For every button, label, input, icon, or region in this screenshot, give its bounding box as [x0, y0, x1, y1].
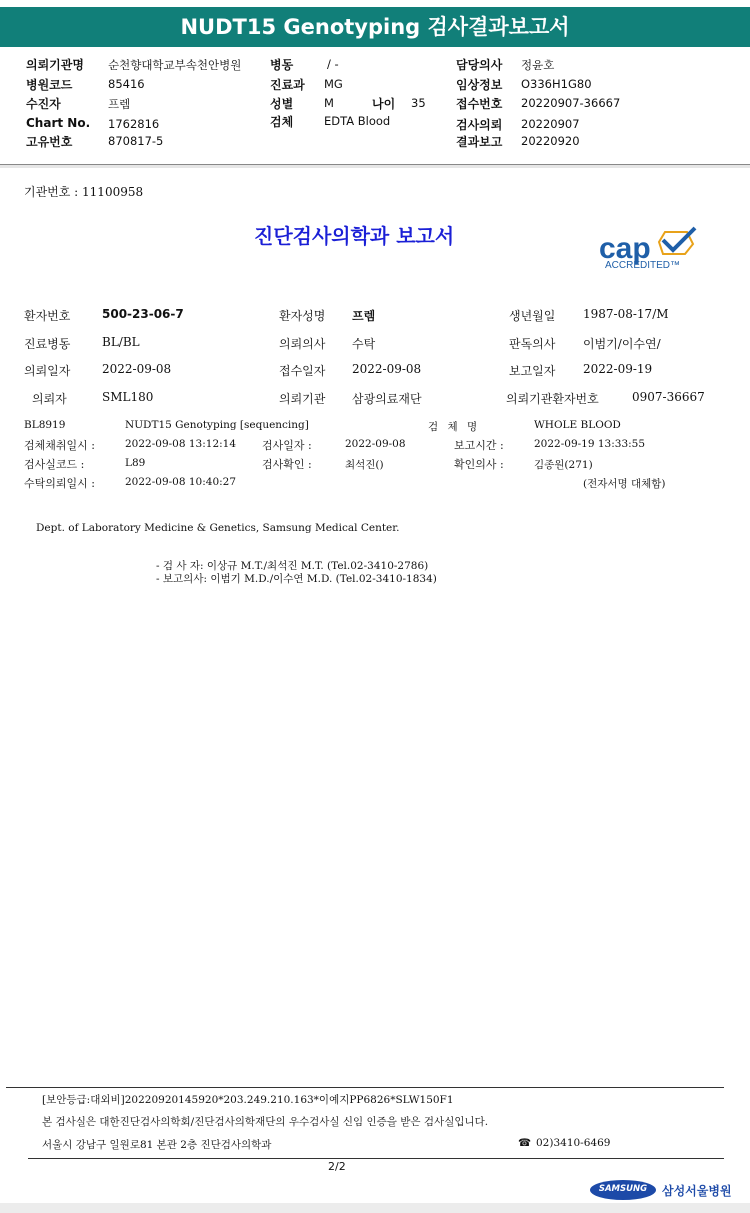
header-value: M [324, 96, 334, 110]
patient-name: 프렘 [352, 309, 376, 323]
header-divider-shadow [0, 165, 750, 168]
patient-value: 2022-09-08 [352, 362, 422, 376]
confirm-value: 최석진() [345, 459, 384, 471]
lab-label: 검사실코드 : [24, 458, 85, 471]
report-header-title: NUDT15 Genotyping 검사결과보고서 [0, 7, 750, 47]
patient-value: 삼광의료재단 [352, 392, 422, 406]
staff-tester: - 검 사 자: 이상규 M.T./최석진 M.T. (Tel.02-3410-2786) [156, 560, 429, 572]
samsung-logo-text: SAMSUNG [598, 1184, 648, 1194]
patient-label: 의뢰일자 [24, 364, 71, 378]
age-label: 나이 [372, 97, 396, 111]
testdate-value: 2022-09-08 [345, 438, 406, 450]
consign-label: 수탁의뢰일시 : [24, 477, 95, 490]
patient-number: 500-23-06-7 [102, 307, 184, 321]
staff-reporter: - 보고의사: 이범기 M.D./이수연 M.D. (Tel.02-3410-1834) [156, 573, 437, 585]
patient-label: 의뢰기관 [279, 392, 326, 406]
esign-note: (전자서명 대체함) [583, 478, 666, 490]
certification-line: 본 검사실은 대한진단검사의학회/진단검사의학재단의 우수검사실 신임 인증을 받은 검사실입니다. [42, 1116, 489, 1128]
patient-label: 진료병동 [24, 337, 71, 351]
patient-value: 2022-09-19 [583, 362, 653, 376]
page-number: 2/2 [328, 1160, 346, 1173]
doctor-label: 확인의사 : [454, 458, 504, 471]
header-label: 검체 [270, 115, 294, 129]
header-label: 접수번호 [456, 97, 503, 111]
header-label: 담당의사 [456, 58, 503, 72]
doctor-value: 김종원(271) [534, 459, 593, 471]
header-value: 1762816 [108, 117, 160, 131]
testdate-label: 검사일자 : [262, 439, 312, 452]
header-value: 870817-5 [108, 134, 164, 148]
header-value: 프렘 [108, 97, 131, 111]
lab-value: L89 [125, 457, 146, 469]
test-code: BL8919 [24, 419, 66, 431]
cap-logo-text: cap [599, 232, 651, 265]
header-label: 의뢰기관명 [26, 58, 84, 72]
header-label: 진료과 [270, 78, 305, 92]
specimen-label: 검 체 명 [428, 421, 481, 433]
header-label: 병동 [270, 58, 294, 72]
patient-value: 이범기/이수연/ [583, 337, 661, 351]
hospital-name: 삼성서울병원 [662, 1184, 732, 1198]
test-name: NUDT15 Genotyping [sequencing] [125, 419, 309, 431]
collect-value: 2022-09-08 13:12:14 [125, 438, 237, 450]
institution-number: 기관번호 : 11100958 [24, 185, 144, 199]
phone-number: 02)3410-6469 [536, 1137, 611, 1149]
header-value: 20220920 [521, 134, 580, 148]
patient-value: 1987-08-17/M [583, 307, 669, 321]
header-label: 고유번호 [26, 135, 73, 149]
header-value: 20220907-36667 [521, 96, 621, 110]
header-label: 수진자 [26, 97, 61, 111]
patient-value: SML180 [102, 390, 154, 404]
age-value: 35 [411, 96, 426, 110]
header-label: Chart No. [26, 116, 91, 130]
header-label: 결과보고 [456, 135, 503, 149]
patient-label: 환자성명 [279, 309, 326, 323]
header-label: 성별 [270, 97, 294, 111]
header-value: O336H1G80 [521, 77, 592, 91]
phone-icon: ☎ [518, 1137, 532, 1149]
header-value: 20220907 [521, 117, 580, 131]
report-title: 진단검사의학과 보고서 [254, 224, 455, 248]
cap-accredited-label: ACCREDITED™ [605, 260, 681, 271]
footer-bottom-rule [28, 1158, 724, 1159]
patient-value: 0907-36667 [632, 390, 705, 404]
header-value: MG [324, 77, 343, 91]
patient-value: 수탁 [352, 337, 376, 351]
patient-label: 생년월일 [509, 309, 556, 323]
patient-value: 2022-09-08 [102, 362, 172, 376]
header-value: 정윤호 [521, 58, 555, 72]
collect-label: 검체채취일시 : [24, 439, 95, 452]
header-value: EDTA Blood [324, 114, 391, 128]
header-label: 검사의뢰 [456, 118, 503, 132]
address-line: 서울시 강남구 일원로81 본관 2층 진단검사의학과 [42, 1139, 272, 1151]
patient-label: 판독의사 [509, 337, 556, 351]
dept-line: Dept. of Laboratory Medicine & Genetics, Samsung Medical Center. [36, 522, 400, 534]
patient-label: 환자번호 [24, 309, 71, 323]
patient-label: 의뢰자 [32, 392, 67, 406]
cap-accredited-logo [597, 226, 707, 276]
patient-label: 의뢰의사 [279, 337, 326, 351]
footer-top-rule [6, 1087, 724, 1088]
header-value: / - [327, 57, 339, 71]
header-value: 순천향대학교부속천안병원 [108, 58, 242, 72]
patient-label: 보고일자 [509, 364, 556, 378]
header-label: 병원코드 [26, 78, 73, 92]
patient-label: 의뢰기관환자번호 [506, 392, 599, 406]
specimen-value: WHOLE BLOOD [534, 419, 621, 431]
security-line: [보안등급:대외비]20220920145920*203.249.210.163*이예지PP6826*SLW150F1 [42, 1094, 454, 1106]
reporttime-value: 2022-09-19 13:33:55 [534, 438, 646, 450]
page-bottom-band [0, 1203, 750, 1213]
patient-value: BL/BL [102, 335, 140, 349]
reporttime-label: 보고시간 : [454, 439, 504, 452]
header-value: 85416 [108, 77, 145, 91]
confirm-label: 검사확인 : [262, 458, 312, 471]
consign-value: 2022-09-08 10:40:27 [125, 476, 237, 488]
patient-label: 접수일자 [279, 364, 326, 378]
header-label: 임상정보 [456, 78, 503, 92]
